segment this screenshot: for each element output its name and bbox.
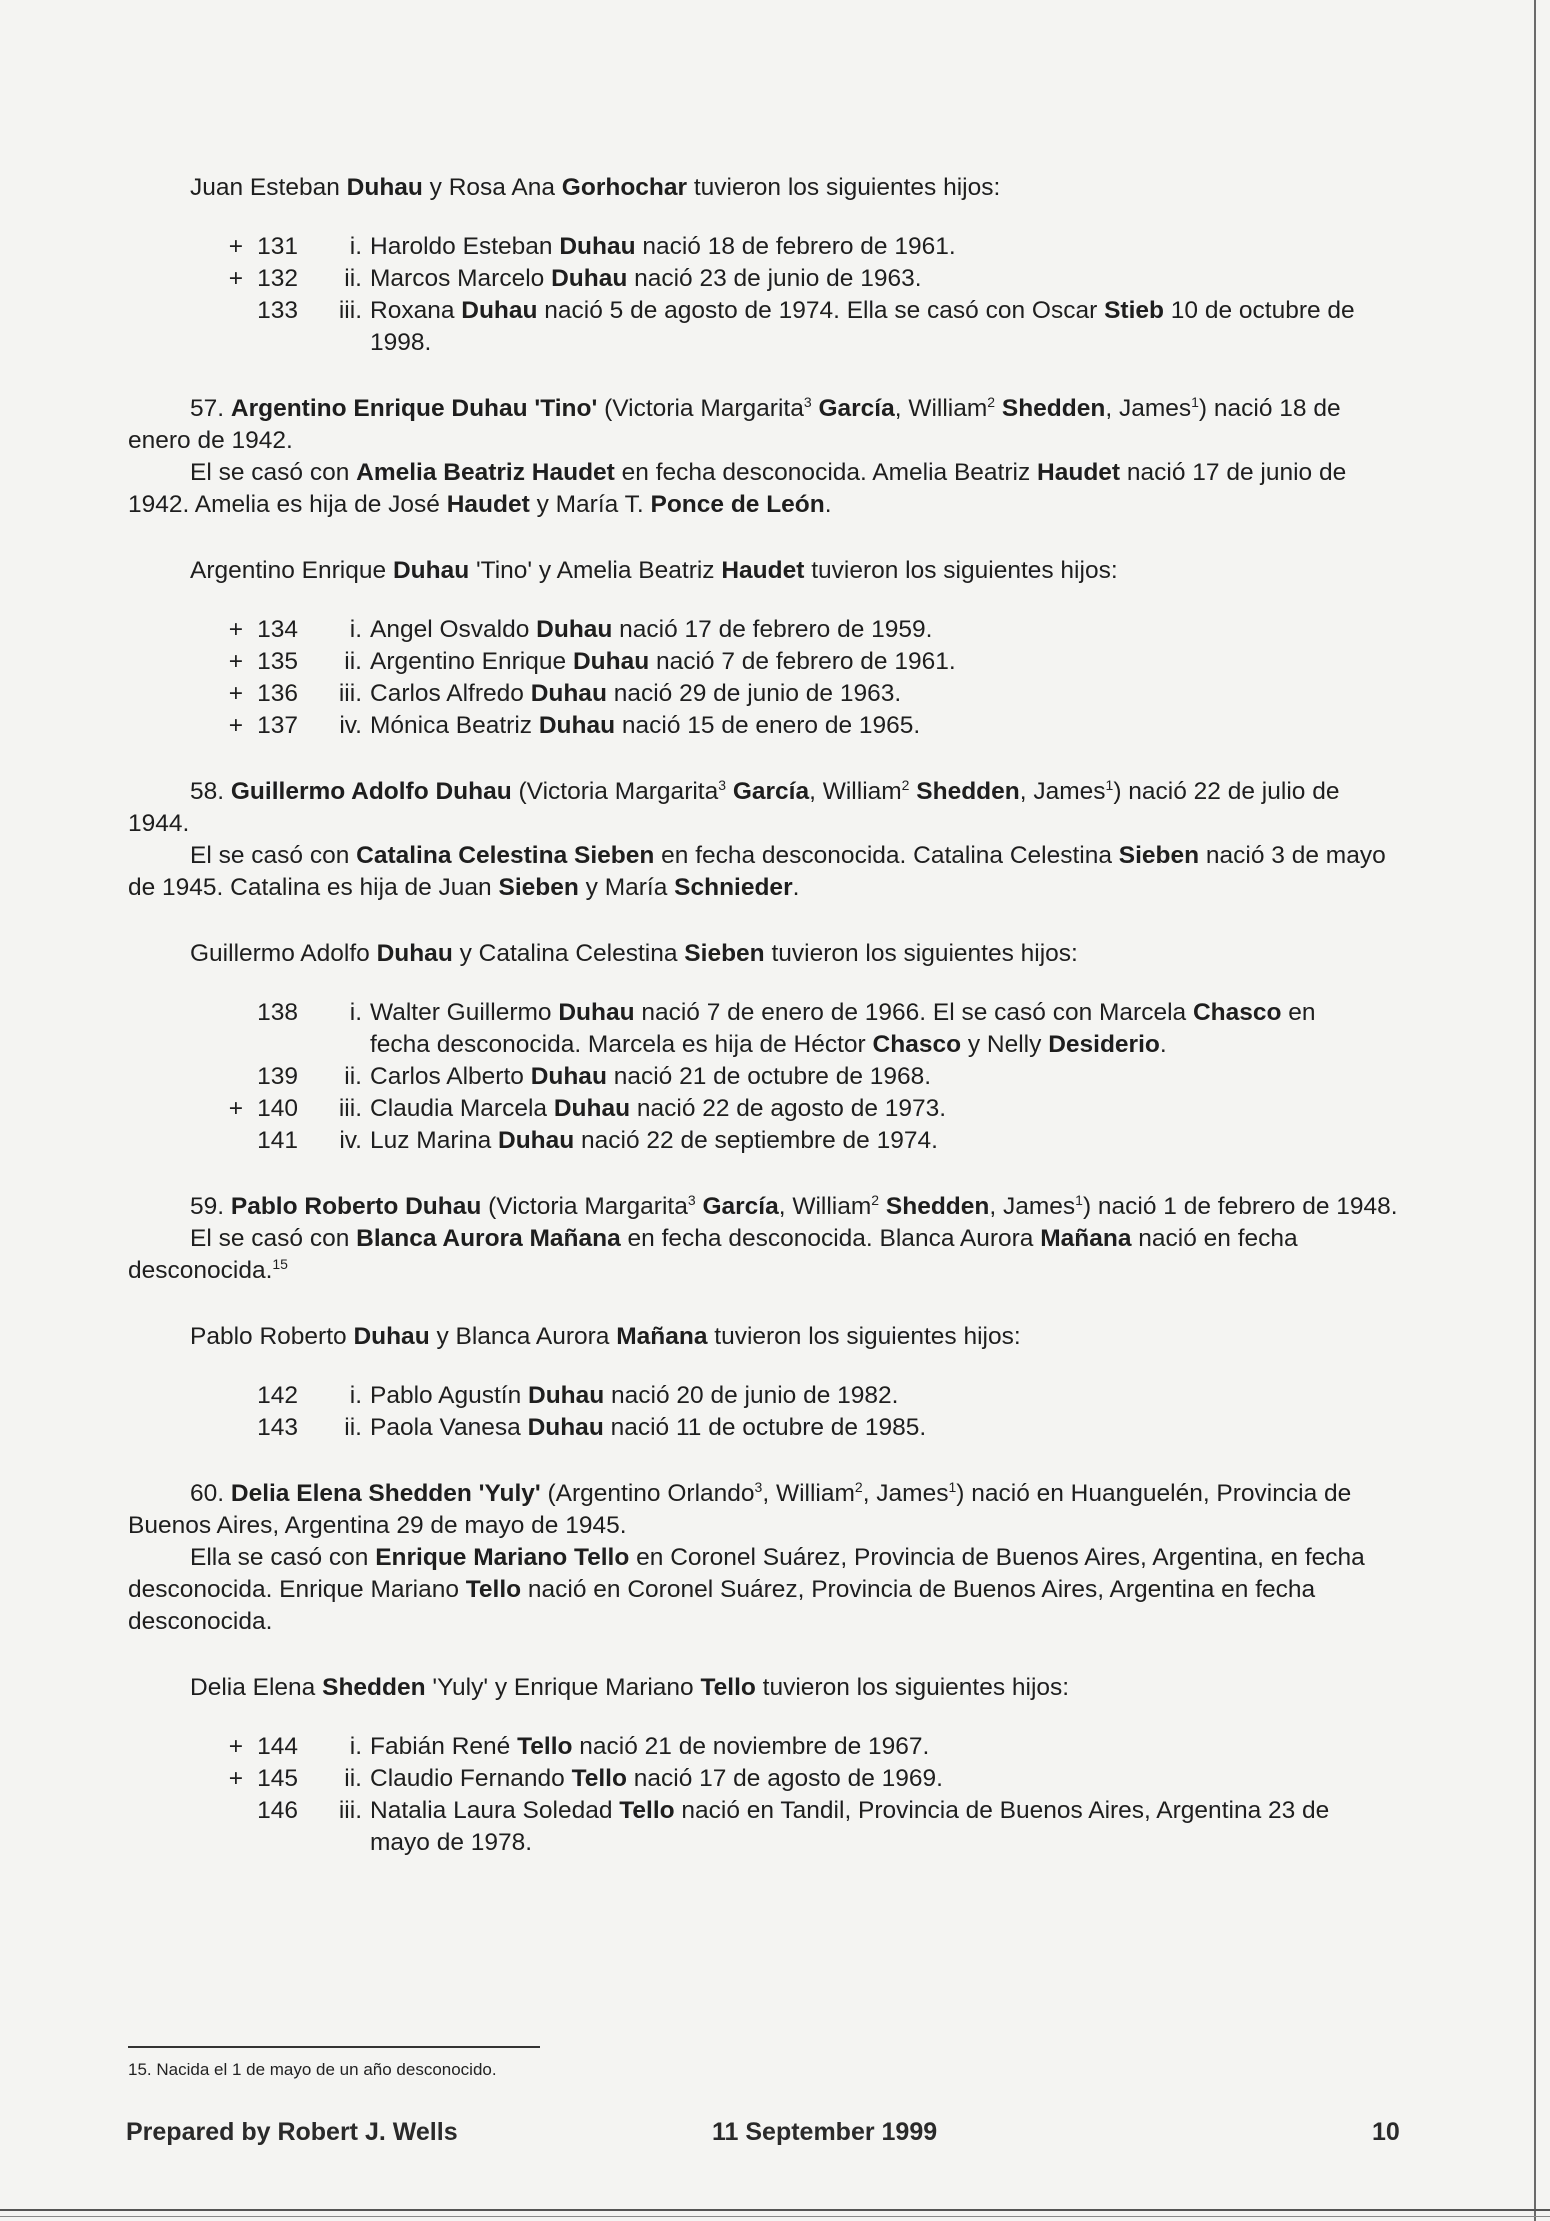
text-run: nació 15 de enero de 1965. xyxy=(615,712,921,739)
text-run: nació 11 de octubre de 1985. xyxy=(603,1414,927,1441)
footer-prepared-by: Prepared by Robert J. Wells xyxy=(126,2118,458,2146)
bold-name: Shedden xyxy=(1001,395,1106,422)
text-run: , James xyxy=(1019,778,1106,805)
child-text xyxy=(370,1125,1398,1157)
text-run: nació en Coronel Suárez, Provincia de Buenos Aires, Argentina en fecha desconocida. xyxy=(128,1576,1316,1635)
birth-info: nació en Huanguelén, Provincia de Buenos Aires, Argentina 29 de mayo de 1945. xyxy=(128,1480,1352,1539)
footer-date: 11 September 1999 xyxy=(712,2118,938,2146)
marriage-info xyxy=(128,840,1398,904)
bold-name: Blanca Aurora Mañana xyxy=(356,1225,621,1252)
text-run: Haroldo Esteban xyxy=(370,233,560,260)
child-number: 145 xyxy=(257,1765,298,1792)
children-list xyxy=(128,997,1398,1157)
child-row xyxy=(128,1093,1398,1125)
bold-name: Duhau xyxy=(558,999,635,1026)
text-run: ) xyxy=(956,1480,965,1507)
child-row xyxy=(128,1731,1398,1763)
text-run: ) xyxy=(1198,395,1208,422)
text-run: (Argentino Orlando xyxy=(540,1480,755,1507)
child-roman: i. xyxy=(349,616,362,643)
bold-name: Desiderio xyxy=(1048,1031,1160,1058)
person-entry xyxy=(128,393,1398,521)
child-roman: i. xyxy=(349,1382,362,1409)
text-run: Claudia Marcela xyxy=(370,1095,554,1122)
child-row xyxy=(128,295,1398,359)
child-row xyxy=(128,997,1398,1061)
child-roman: iv. xyxy=(339,712,362,739)
text-run: nació 5 de agosto de 1974. Ella se casó con Oscar xyxy=(537,297,1105,324)
bold-name: Mañana xyxy=(616,1323,708,1350)
footer-page-number: 10 xyxy=(1372,2118,1400,2146)
bold-name: Duhau xyxy=(461,297,538,324)
child-text xyxy=(370,1380,1398,1412)
child-roman: iii. xyxy=(338,1095,362,1122)
text-run: Mónica Beatriz xyxy=(370,712,539,739)
text-run: 'Tino' y Amelia Beatriz xyxy=(469,557,722,584)
person-name: Argentino Enrique Duhau 'Tino' xyxy=(230,395,598,422)
bold-name: Sieben xyxy=(498,874,579,901)
bold-name: Tello xyxy=(571,1765,627,1792)
text-run: Carlos Alfredo xyxy=(370,680,531,707)
child-text xyxy=(370,231,1398,263)
text-run: nació 17 de agosto de 1969. xyxy=(626,1765,943,1792)
text-run: en Coronel Suárez, Provincia de Buenos Aires, Argentina, en fecha desconocida. Enrique Mariano xyxy=(128,1544,1365,1603)
bold-name: Duhau xyxy=(530,680,607,707)
person-heading xyxy=(128,1478,1398,1542)
birth-info: nació 22 de julio de 1944. xyxy=(128,778,1340,837)
generation-number: 1 xyxy=(1105,776,1114,793)
text-run: nació 3 de mayo de 1945. Catalina es hija de Juan xyxy=(128,842,1386,901)
text-run: tuvieron los siguientes hijos: xyxy=(804,557,1118,584)
text-run: Juan Esteban xyxy=(190,174,347,201)
bold-name: Tello xyxy=(700,1674,756,1701)
text-run: y Blanca Aurora xyxy=(429,1323,617,1350)
text-run: , William xyxy=(809,778,902,805)
child-number: 132 xyxy=(257,265,298,292)
children-list xyxy=(128,614,1398,742)
generation-number: 1 xyxy=(1191,393,1199,410)
child-row xyxy=(128,1795,1398,1859)
text-run: nació 17 de febrero de 1959. xyxy=(612,616,933,643)
text-run: nació 17 de junio de 1942. Amelia es hija de José xyxy=(128,459,1347,518)
bold-name: Chasco xyxy=(1192,999,1282,1026)
text-run: nació 7 de enero de 1966. El se casó con Marcela xyxy=(634,999,1193,1026)
text-run: , James xyxy=(989,1193,1076,1220)
child-row xyxy=(128,263,1398,295)
text-run: . xyxy=(792,874,800,901)
descendant-marker: + xyxy=(228,1733,243,1760)
text-run: tuvieron los siguientes hijos: xyxy=(687,174,1001,201)
bold-name: Stieb xyxy=(1104,297,1164,324)
text-run: nació 7 de febrero de 1961. xyxy=(649,648,956,675)
person-heading xyxy=(128,776,1398,840)
text-run: Delia Elena xyxy=(190,1674,323,1701)
child-text xyxy=(370,1795,1398,1859)
bold-name: Duhau xyxy=(559,233,636,260)
child-number: 140 xyxy=(257,1095,298,1122)
text-run: , William xyxy=(762,1480,855,1507)
page-edge xyxy=(1534,0,1536,2221)
bold-name: Shedden xyxy=(885,1193,990,1220)
child-row xyxy=(128,1061,1398,1093)
bold-name: Mañana xyxy=(1040,1225,1132,1252)
text-run: nació 23 de junio de 1963. xyxy=(627,265,922,292)
bold-name: Sieben xyxy=(684,940,765,967)
bold-name: García xyxy=(702,1193,779,1220)
text-run: nació 22 de agosto de 1973. xyxy=(630,1095,947,1122)
text-run: Marcos Marcelo xyxy=(370,265,552,292)
children-list xyxy=(128,1731,1398,1859)
text-run: El se casó con xyxy=(190,1225,357,1252)
text-run: Paola Vanesa xyxy=(370,1414,528,1441)
text-run xyxy=(995,395,1002,422)
bold-name: Duhau xyxy=(538,712,616,739)
child-roman: ii. xyxy=(344,648,362,675)
descendant-marker: + xyxy=(228,1095,243,1122)
bold-name: Haudet xyxy=(446,491,530,518)
bold-name: Duhau xyxy=(346,174,423,201)
bold-name: Haudet xyxy=(721,557,805,584)
child-number: 139 xyxy=(257,1063,298,1090)
text-run: Ella se casó con xyxy=(190,1544,376,1571)
children-intro xyxy=(128,1672,1398,1704)
entry-number: 58. xyxy=(190,778,231,805)
child-number: 138 xyxy=(257,999,298,1026)
children-intro xyxy=(128,1321,1398,1353)
text-run: Carlos Alberto xyxy=(370,1063,531,1090)
marriage-info xyxy=(128,1542,1398,1638)
generation-number: 2 xyxy=(901,776,910,793)
bold-name: Catalina Celestina Sieben xyxy=(356,842,655,869)
descendant-marker: + xyxy=(228,680,243,707)
child-text xyxy=(370,295,1398,359)
text-run: Fabián René xyxy=(370,1733,518,1760)
bold-name: Duhau xyxy=(551,265,628,292)
children-intro xyxy=(128,172,1398,204)
text-run: Luz Marina xyxy=(370,1127,499,1154)
text-run: en fecha desconocida. Amelia Beatriz xyxy=(614,459,1038,486)
bold-name: Tello xyxy=(465,1576,522,1603)
child-roman: iii. xyxy=(338,1797,362,1824)
text-run: Angel Osvaldo xyxy=(370,616,537,643)
text-run: y Nelly xyxy=(961,1031,1049,1058)
text-run: Argentino Enrique xyxy=(370,648,573,675)
generation-number: 2 xyxy=(871,1191,880,1208)
text-run: nació 18 de febrero de 1961. xyxy=(635,233,956,260)
text-run: nació en fecha desconocida. xyxy=(128,1225,1298,1284)
child-number: 137 xyxy=(257,712,298,739)
children-intro xyxy=(128,938,1398,970)
bold-name: Duhau xyxy=(527,1414,604,1441)
text-run: El se casó con xyxy=(190,842,357,869)
footnote: 15. Nacida el 1 de mayo de un año desconocido. xyxy=(128,2060,497,2079)
bold-name: Haudet xyxy=(1037,459,1121,486)
text-run: (Victoria Margarita xyxy=(597,395,804,422)
child-roman: ii. xyxy=(344,265,362,292)
generation-number: 3 xyxy=(718,776,727,793)
child-roman: i. xyxy=(349,999,362,1026)
descendant-marker: + xyxy=(228,233,243,260)
child-text xyxy=(370,678,1398,710)
child-number: 131 xyxy=(257,233,298,260)
text-run: , James xyxy=(1105,395,1192,422)
children-list xyxy=(128,1380,1398,1444)
generation-number: 3 xyxy=(754,1478,763,1495)
text-run: . xyxy=(1159,1031,1167,1058)
person-name: Delia Elena Shedden 'Yuly' xyxy=(230,1480,541,1507)
child-row xyxy=(128,231,1398,263)
child-text xyxy=(370,1412,1398,1444)
child-roman: iii. xyxy=(338,297,362,324)
generation-number: 2 xyxy=(854,1478,863,1495)
generation-number: 1 xyxy=(1075,1191,1083,1208)
entry-number: 60. xyxy=(190,1480,231,1507)
child-roman: ii. xyxy=(344,1063,362,1090)
text-run: Pablo Roberto xyxy=(190,1323,354,1350)
bold-name: Duhau xyxy=(530,1063,607,1090)
child-number: 136 xyxy=(257,680,298,707)
bold-name: García xyxy=(732,778,810,805)
child-roman: iv. xyxy=(339,1127,362,1154)
entry-number: 59. xyxy=(190,1193,231,1220)
bold-name: Tello xyxy=(619,1797,675,1824)
entry-number: 57. xyxy=(190,395,231,422)
text-run: tuvieron los siguientes hijos: xyxy=(764,940,1078,967)
person-entry xyxy=(128,776,1398,904)
text-run: y María T. xyxy=(529,491,651,518)
child-text xyxy=(370,1731,1398,1763)
birth-info: nació 18 de enero de 1942. xyxy=(128,395,1341,454)
child-text xyxy=(370,263,1398,295)
generation-number: 2 xyxy=(987,393,996,410)
child-number: 143 xyxy=(257,1414,298,1441)
child-text xyxy=(370,1763,1398,1795)
bold-name: Schnieder xyxy=(674,874,793,901)
footnote-ref: 15 xyxy=(272,1255,288,1272)
children-intro xyxy=(128,555,1398,587)
text-run: tuvieron los siguientes hijos: xyxy=(755,1674,1070,1701)
text-run: ) xyxy=(1113,778,1122,805)
text-run: Walter Guillermo xyxy=(370,999,559,1026)
bold-name: Duhau xyxy=(498,1127,575,1154)
marriage-info xyxy=(128,457,1398,521)
child-roman: i. xyxy=(349,1733,362,1760)
person-name: Pablo Roberto Duhau xyxy=(230,1193,482,1220)
person-heading xyxy=(128,393,1398,457)
text-run: nació en Tandil, Provincia de Buenos Aires, Argentina 23 de mayo de 1978. xyxy=(370,1797,1330,1856)
person-name: Guillermo Adolfo Duhau xyxy=(230,778,512,805)
child-row xyxy=(128,614,1398,646)
descendant-marker: + xyxy=(228,265,243,292)
text-run: ) xyxy=(1082,1193,1092,1220)
bold-name: Duhau xyxy=(392,557,470,584)
generation-number: 3 xyxy=(687,1191,696,1208)
child-text xyxy=(370,614,1398,646)
child-number: 135 xyxy=(257,648,298,675)
text-run: , James xyxy=(862,1480,949,1507)
birth-info: nació 1 de febrero de 1948. xyxy=(1091,1193,1398,1220)
bold-name: Duhau xyxy=(536,616,613,643)
text-run: nació 21 de noviembre de 1967. xyxy=(572,1733,930,1760)
text-run: nació 29 de junio de 1963. xyxy=(606,680,902,707)
text-run: , William xyxy=(894,395,988,422)
descendant-marker: + xyxy=(228,648,243,675)
person-heading xyxy=(128,1191,1398,1223)
text-run: tuvieron los siguientes hijos: xyxy=(707,1323,1021,1350)
text-run: Roxana xyxy=(370,297,462,324)
text-run: nació 20 de junio de 1982. xyxy=(604,1382,899,1409)
bold-name: Tello xyxy=(517,1733,573,1760)
child-number: 142 xyxy=(257,1382,298,1409)
child-number: 144 xyxy=(257,1733,298,1760)
text-run: . xyxy=(824,491,832,518)
text-run: Argentino Enrique xyxy=(190,557,393,584)
bold-name: Duhau xyxy=(376,940,453,967)
text-run: y Catalina Celestina xyxy=(452,940,685,967)
child-number: 133 xyxy=(257,297,298,324)
text-run: , William xyxy=(778,1193,872,1220)
child-row xyxy=(128,710,1398,742)
child-number: 146 xyxy=(257,1797,298,1824)
text-run xyxy=(879,1193,886,1220)
child-number: 141 xyxy=(257,1127,298,1154)
bold-name: Amelia Beatriz Haudet xyxy=(356,459,615,486)
text-run: nació 21 de octubre de 1968. xyxy=(606,1063,932,1090)
bold-name: Chasco xyxy=(872,1031,962,1058)
bold-name: Shedden xyxy=(322,1674,426,1701)
bold-name: Gorhochar xyxy=(561,174,688,201)
text-run: El se casó con xyxy=(190,459,357,486)
child-text xyxy=(370,997,1398,1061)
child-row xyxy=(128,646,1398,678)
descendant-marker: + xyxy=(228,616,243,643)
child-row xyxy=(128,678,1398,710)
bold-name: Duhau xyxy=(553,1095,631,1122)
text-run: 10 de octubre de 1998. xyxy=(370,297,1355,356)
footnote-divider xyxy=(128,2046,540,2048)
person-entry xyxy=(128,1478,1398,1638)
text-run: y María xyxy=(578,874,675,901)
text-run: 'Yuly' y Enrique Mariano xyxy=(425,1674,701,1701)
child-text xyxy=(370,1093,1398,1125)
bold-name: Enrique Mariano Tello xyxy=(375,1544,630,1571)
bold-name: Shedden xyxy=(916,778,1020,805)
bold-name: García xyxy=(818,395,895,422)
children-list xyxy=(128,231,1398,359)
text-run: en fecha desconocida. Catalina Celestina xyxy=(654,842,1119,869)
text-run: Natalia Laura Soledad xyxy=(370,1797,620,1824)
child-roman: ii. xyxy=(344,1414,362,1441)
document-body xyxy=(128,172,1398,1893)
descendant-marker: + xyxy=(228,712,243,739)
child-row xyxy=(128,1380,1398,1412)
bold-name: Ponce de León xyxy=(650,491,825,518)
person-entry xyxy=(128,1191,1398,1287)
marriage-info xyxy=(128,1223,1398,1287)
bold-name: Duhau xyxy=(353,1323,430,1350)
child-row xyxy=(128,1412,1398,1444)
text-run: en fecha desconocida. Marcela es hija de Héctor xyxy=(370,999,1316,1058)
child-number: 134 xyxy=(257,616,298,643)
generation-number: 3 xyxy=(803,393,812,410)
child-text xyxy=(370,710,1398,742)
page-edge xyxy=(0,2216,1550,2217)
child-roman: i. xyxy=(349,233,362,260)
text-run: (Victoria Margarita xyxy=(481,1193,688,1220)
bold-name: Duhau xyxy=(572,648,650,675)
text-run: Guillermo Adolfo xyxy=(190,940,377,967)
child-row xyxy=(128,1763,1398,1795)
child-roman: iii. xyxy=(338,680,362,707)
text-run xyxy=(726,778,733,805)
bold-name: Sieben xyxy=(1118,842,1200,869)
generation-number: 1 xyxy=(948,1478,957,1495)
page-edge xyxy=(0,2209,1550,2211)
descendant-marker: + xyxy=(228,1765,243,1792)
child-text xyxy=(370,1061,1398,1093)
child-row xyxy=(128,1125,1398,1157)
child-roman: ii. xyxy=(344,1765,362,1792)
text-run: Claudio Fernando xyxy=(370,1765,572,1792)
child-text xyxy=(370,646,1398,678)
text-run: nació 22 de septiembre de 1974. xyxy=(574,1127,938,1154)
text-run: Pablo Agustín xyxy=(370,1382,529,1409)
bold-name: Duhau xyxy=(528,1382,605,1409)
text-run: y Rosa Ana xyxy=(422,174,562,201)
text-run: (Victoria Margarita xyxy=(511,778,719,805)
text-run: en fecha desconocida. Blanca Aurora xyxy=(620,1225,1041,1252)
